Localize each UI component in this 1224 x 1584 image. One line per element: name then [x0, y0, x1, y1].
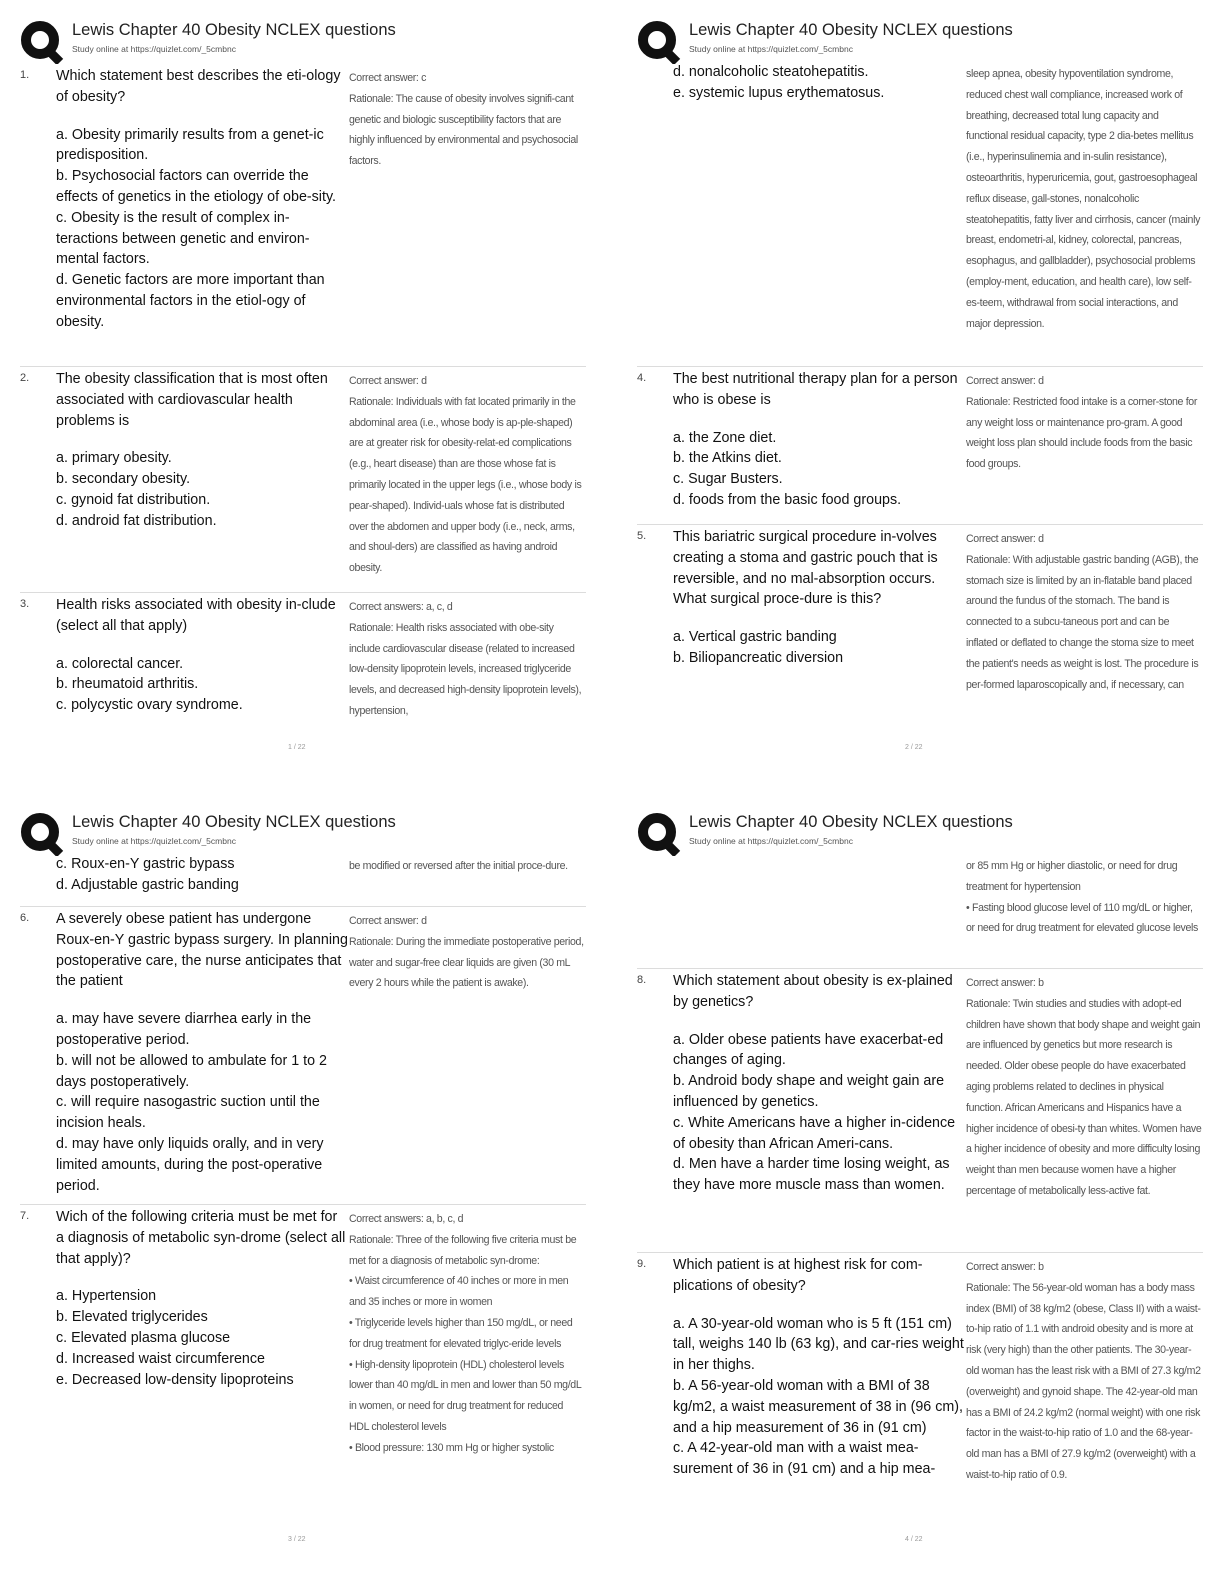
question-number: 9. — [637, 1258, 647, 1270]
question-number: 6. — [20, 912, 30, 924]
question-stem: Which statement best describes the eti-ology of obesity? — [56, 68, 341, 105]
option-d: d. foods from the basic food groups. — [673, 491, 902, 508]
question-stem: Which patient is at highest risk for com-plications of obesity? — [673, 1257, 923, 1294]
question-4 — [637, 366, 1203, 523]
page-number: 4 / 22 — [905, 1536, 923, 1543]
page-2 — [623, 0, 1213, 770]
rationale: Rationale: Twin studies and studies with adopt-ed children have shown that body shape and weight gain are influenced by genetics but more research is needed. Older obese people do have exacerbated aging problems related to declines in physical function. African Americans and Hispanics have a higher incidence of obesi-ty than whites. Women have a higher incidence of obesity and more difficulty losing weight than men because women have a higher percentage of metabolically less-active fat. — [966, 997, 1202, 1197]
question-3-continued — [637, 60, 1203, 364]
option-a: a. Vertical gastric banding — [673, 629, 837, 646]
question-9 — [637, 1252, 1203, 1527]
question-text — [56, 595, 348, 716]
criterion-item: • Blood pressure: 130 mm Hg or higher systolic — [349, 1441, 554, 1454]
option-e: e. systemic lupus erythematosus. — [673, 84, 885, 101]
correct-answer: Correct answers: a, c, d — [349, 601, 453, 613]
rationale: Rationale: Restricted food intake is a corner-stone for any weight loss or maintenance pro-gram. A good weight loss plan should include foods from the basic food groups. — [966, 395, 1198, 471]
answer-block — [966, 64, 1202, 334]
option-d: d. may have only liquids orally, and in very limited amounts, during the post-operative period. — [56, 1135, 324, 1194]
question-text — [673, 1255, 965, 1480]
question-text — [56, 854, 348, 896]
page-number: 2 / 22 — [905, 744, 923, 751]
option-a: a. Older obese patients have exacerbat-ed changes of aging. — [673, 1031, 944, 1069]
question-text — [56, 369, 348, 532]
option-a: a. Obesity primarily results from a genet-ic predisposition. — [56, 126, 324, 164]
option-a: a. A 30-year-old woman who is 5 ft (151 cm) tall, weighs 140 lb (63 kg), and car-ries weight in her thighs. — [673, 1315, 964, 1374]
criterion-item: • Waist circumference of 40 inches or more in men and 35 inches or more in women — [349, 1275, 569, 1309]
option-a: a. colorectal cancer. — [56, 655, 184, 672]
question-number: 5. — [637, 530, 647, 542]
page-number: 1 / 22 — [288, 744, 306, 751]
document-title: Lewis Chapter 40 Obesity NCLEX questions — [72, 21, 396, 39]
quizlet-logo-icon — [637, 812, 681, 856]
option-b: b. will not be allowed to ambulate for 1 to 2 days postoperatively. — [56, 1052, 328, 1090]
quizlet-logo-icon — [20, 20, 64, 64]
page-header — [20, 20, 580, 60]
correct-answer: Correct answer: c — [349, 72, 427, 84]
question-5 — [637, 524, 1203, 735]
question-text — [56, 66, 348, 333]
option-e: e. Decreased low-density lipoproteins — [56, 1371, 294, 1388]
answer-block — [349, 911, 585, 994]
rationale: Rationale: The cause of obesity involves signifi-cant genetic and biologic susceptibility factors that are highly influenced by environmental and psychosocial factors. — [349, 92, 578, 168]
document-title: Lewis Chapter 40 Obesity NCLEX questions — [689, 813, 1013, 831]
study-online-link[interactable]: Study online at https://quizlet.com/_5cmbnc — [72, 44, 236, 54]
option-b: b. the Atkins diet. — [673, 450, 782, 467]
option-d: d. Adjustable gastric banding — [56, 876, 239, 893]
page-4 — [623, 792, 1213, 1562]
option-b: b. Android body shape and weight gain are influenced by genetics. — [673, 1073, 945, 1110]
option-c: c. polycystic ovary syndrome. — [56, 697, 243, 714]
document-title: Lewis Chapter 40 Obesity NCLEX questions — [689, 21, 1013, 39]
rationale: be modified or reversed after the initial proce-dure. — [349, 860, 568, 872]
option-b: b. Psychosocial factors can override the effects of genetics in the etiology of obe-sity. — [56, 168, 337, 205]
option-a: a. Hypertension — [56, 1288, 157, 1305]
rationale: Rationale: Health risks associated with obe-sity include cardiovascular disease (related to increased low-density lipoprotein levels, increased triglyceride levels, and decreased high-density lipoprotein levels), hypertension, — [349, 621, 582, 717]
answer-block — [349, 597, 585, 722]
question-stem: The best nutritional therapy plan for a person who is obese is — [673, 371, 958, 408]
option-a: a. primary obesity. — [56, 450, 172, 467]
page-number: 3 / 22 — [288, 1536, 306, 1543]
question-number: 1. — [20, 69, 30, 81]
option-c: c. Elevated plasma glucose — [56, 1329, 231, 1346]
correct-answer: Correct answer: d — [966, 533, 1044, 545]
rationale: Rationale: With adjustable gastric banding (AGB), the stomach size is limited by an in-flatable band placed around the fundus of the stomach. The band is connected to a subcu-taneous port and can be inflated or deflated to change the stoma size to meet the patient's needs as weight is lost. The procedure is per-formed laparoscopically and, if necessary, can — [966, 553, 1199, 691]
correct-answer: Correct answers: a, b, c, d — [349, 1213, 464, 1225]
quizlet-logo-icon — [637, 20, 681, 64]
option-d: d. Genetic factors are more important than environmental factors in the etiol-ogy of obesity. — [56, 272, 325, 330]
question-stem: The obesity classification that is most often associated with cardiovascular health problems is — [56, 371, 328, 429]
answer-block — [966, 856, 1202, 939]
answer-block — [966, 973, 1202, 1202]
rationale: Rationale: Individuals with fat located primarily in the abdominal area (i.e., whose body is ap-ple-shaped) are at greater risk for obesity-relat-ed complications (e.g., heart disease) than are those whose fat is primarily located in the upper legs (i.e., whose body is pear-shaped). Individ-uals whose fat is distributed over the abdomen and upper body (i.e., neck, arms, and shoul-ders) are classified as having android obesity. — [349, 395, 582, 575]
answer-block — [966, 371, 1202, 475]
answer-block — [966, 529, 1202, 695]
criterion-item: or 85 mm Hg or higher diastolic, or need for drug treatment for hypertension — [966, 860, 1178, 893]
option-c: c. Obesity is the result of complex in-teractions between genetic and environ-mental factors. — [56, 209, 310, 268]
correct-answer: Correct answer: d — [349, 915, 427, 927]
option-b: b. A 56-year-old woman with a BMI of 38 kg/m2, a waist measurement of 38 in (96 cm), and a hip measurement of 36 in (91 cm) — [673, 1377, 964, 1436]
question-number: 8. — [637, 974, 647, 986]
study-online-link[interactable]: Study online at https://quizlet.com/_5cmbnc — [689, 44, 853, 54]
question-text — [673, 971, 965, 1196]
answer-block — [349, 68, 585, 172]
document-title: Lewis Chapter 40 Obesity NCLEX questions — [72, 813, 396, 831]
option-b: b. Elevated triglycerides — [56, 1309, 208, 1326]
option-d: d. Men have a harder time losing weight, as they have more muscle mass than women. — [673, 1156, 950, 1194]
page-header — [20, 812, 580, 852]
page-header — [637, 812, 1197, 852]
page-3 — [6, 792, 596, 1562]
correct-answer: Correct answer: d — [349, 375, 427, 387]
answer-block — [349, 1209, 585, 1459]
criterion-item: • Triglyceride levels higher than 150 mg/dL, or need for drug treatment for elevated triglyc-eride levels — [349, 1316, 573, 1350]
option-d: d. nonalcoholic steatohepatitis. — [673, 64, 869, 80]
study-online-link[interactable]: Study online at https://quizlet.com/_5cmbnc — [689, 836, 853, 846]
question-stem: A severely obese patient has undergone Roux-en-Y gastric bypass surgery. In planning postoperative care, the nurse anticipates that the patient — [56, 911, 348, 990]
question-2 — [20, 366, 586, 593]
option-c: c. Sugar Busters. — [673, 471, 783, 488]
option-c: c. gynoid fat distribution. — [56, 491, 211, 508]
question-text — [673, 62, 965, 104]
option-a: a. the Zone diet. — [673, 429, 777, 446]
option-d: d. Increased waist circumference — [56, 1350, 265, 1367]
page-1 — [6, 0, 596, 770]
question-stem: Health risks associated with obesity in-clude (select all that apply) — [56, 597, 336, 634]
answer-block — [349, 856, 585, 877]
question-1 — [20, 64, 586, 364]
question-text — [56, 1207, 348, 1390]
question-stem: This bariatric surgical procedure in-volves creating a stoma and gastric pouch that is reversible, and no mal-absorption occurs. What surgical proce-dure is this? — [673, 529, 938, 608]
criterion-item: • Fasting blood glucose level of 110 mg/dL or higher, or need for drug treatment for elevated glucose levels — [966, 901, 1198, 935]
question-text — [673, 369, 965, 511]
correct-answer: Correct answer: d — [966, 375, 1044, 387]
question-number: 4. — [637, 372, 647, 384]
option-b: b. Biliopancreatic diversion — [673, 649, 844, 666]
option-c: c. A 42-year-old man with a waist mea-surement of 36 in (91 cm) and a hip mea- — [673, 1440, 936, 1478]
question-6 — [20, 906, 586, 1203]
question-stem: Which statement about obesity is ex-plained by genetics? — [673, 973, 953, 1010]
correct-answer: Correct answer: b — [966, 1261, 1044, 1273]
rationale: Rationale: The 56-year-old woman has a body mass index (BMI) of 38 kg/m2 (obese, Class II) with a waist-to-hip ratio of 1.1 with android obesity and is more at risk (very high) than the other patients. The 30-year-old woman has the least risk with a BMI of 27.3 kg/m2 (overweight) and gynoid shape. The 42-year-old man has a BMI of 24.2 kg/m2 (normal weight) with one risk factor in the waist-to-hip ratio of 1.0 and the 68-year-old man has a BMI of 27.9 kg/m2 (overweight) with a waist-to-hip ratio of 0.9. — [966, 1281, 1201, 1481]
correct-answer: Correct answer: b — [966, 977, 1044, 989]
option-b: b. rheumatoid arthritis. — [56, 676, 199, 693]
question-7-continued — [637, 852, 1203, 966]
question-number: 2. — [20, 372, 30, 384]
question-stem: Wich of the following criteria must be met for a diagnosis of metabolic syn-drome (select all that apply)? — [56, 1209, 346, 1267]
question-3 — [20, 592, 586, 733]
option-c: c. will require nasogastric suction until the incision heals. — [56, 1094, 320, 1132]
page-header — [637, 20, 1197, 60]
question-number: 7. — [20, 1210, 30, 1222]
answer-block — [966, 1257, 1202, 1486]
question-number: 3. — [20, 598, 30, 610]
option-d: d. android fat distribution. — [56, 512, 217, 529]
question-8 — [637, 968, 1203, 1251]
rationale: Rationale: Three of the following five criteria must be met for a diagnosis of metabolic syn-drome: — [349, 1233, 577, 1267]
criterion-item: • High-density lipoprotein (HDL) cholesterol levels lower than 40 mg/dL in men and lower than 50 mg/dL in women, or need for drug treatment for reduced HDL cholesterol levels — [349, 1358, 581, 1433]
question-text — [56, 909, 348, 1196]
rationale: Rationale: During the immediate postoperative period, water and sugar-free clear liquids are given (30 mL every 2 hours while the patient is awake). — [349, 935, 584, 990]
question-text — [673, 527, 965, 669]
option-c: c. Roux-en-Y gastric bypass — [56, 856, 235, 872]
option-b: b. secondary obesity. — [56, 471, 191, 488]
rationale: sleep apnea, obesity hypoventilation syndrome, reduced chest wall compliance, increased work of breathing, decreased total lung capacity and functional residual capacity, type 2 dia-betes mellitus (i.e., hyperinsulinemia and in-sulin resistance), osteoarthritis, hyperuricemia, gout, gastroesophageal reflux disease, gall-stones, nonalcoholic steatohepatitis, fatty liver and cirrhosis, cancer (mainly breast, endometri-al, kidney, colorectal, pancreas, esophagus, and gallbladder), psychosocial problems (employ-ment, education, and health care), low self-es-teem, withdrawal from social interactions, and major depression. — [966, 68, 1201, 330]
question-5-continued — [20, 852, 586, 904]
option-c: c. White Americans have a higher in-cidence of obesity than African Ameri-cans. — [673, 1114, 956, 1152]
study-online-link[interactable]: Study online at https://quizlet.com/_5cmbnc — [72, 836, 236, 846]
quizlet-logo-icon — [20, 812, 64, 856]
question-7 — [20, 1204, 586, 1527]
option-a: a. may have severe diarrhea early in the postoperative period. — [56, 1011, 312, 1048]
answer-block — [349, 371, 585, 579]
